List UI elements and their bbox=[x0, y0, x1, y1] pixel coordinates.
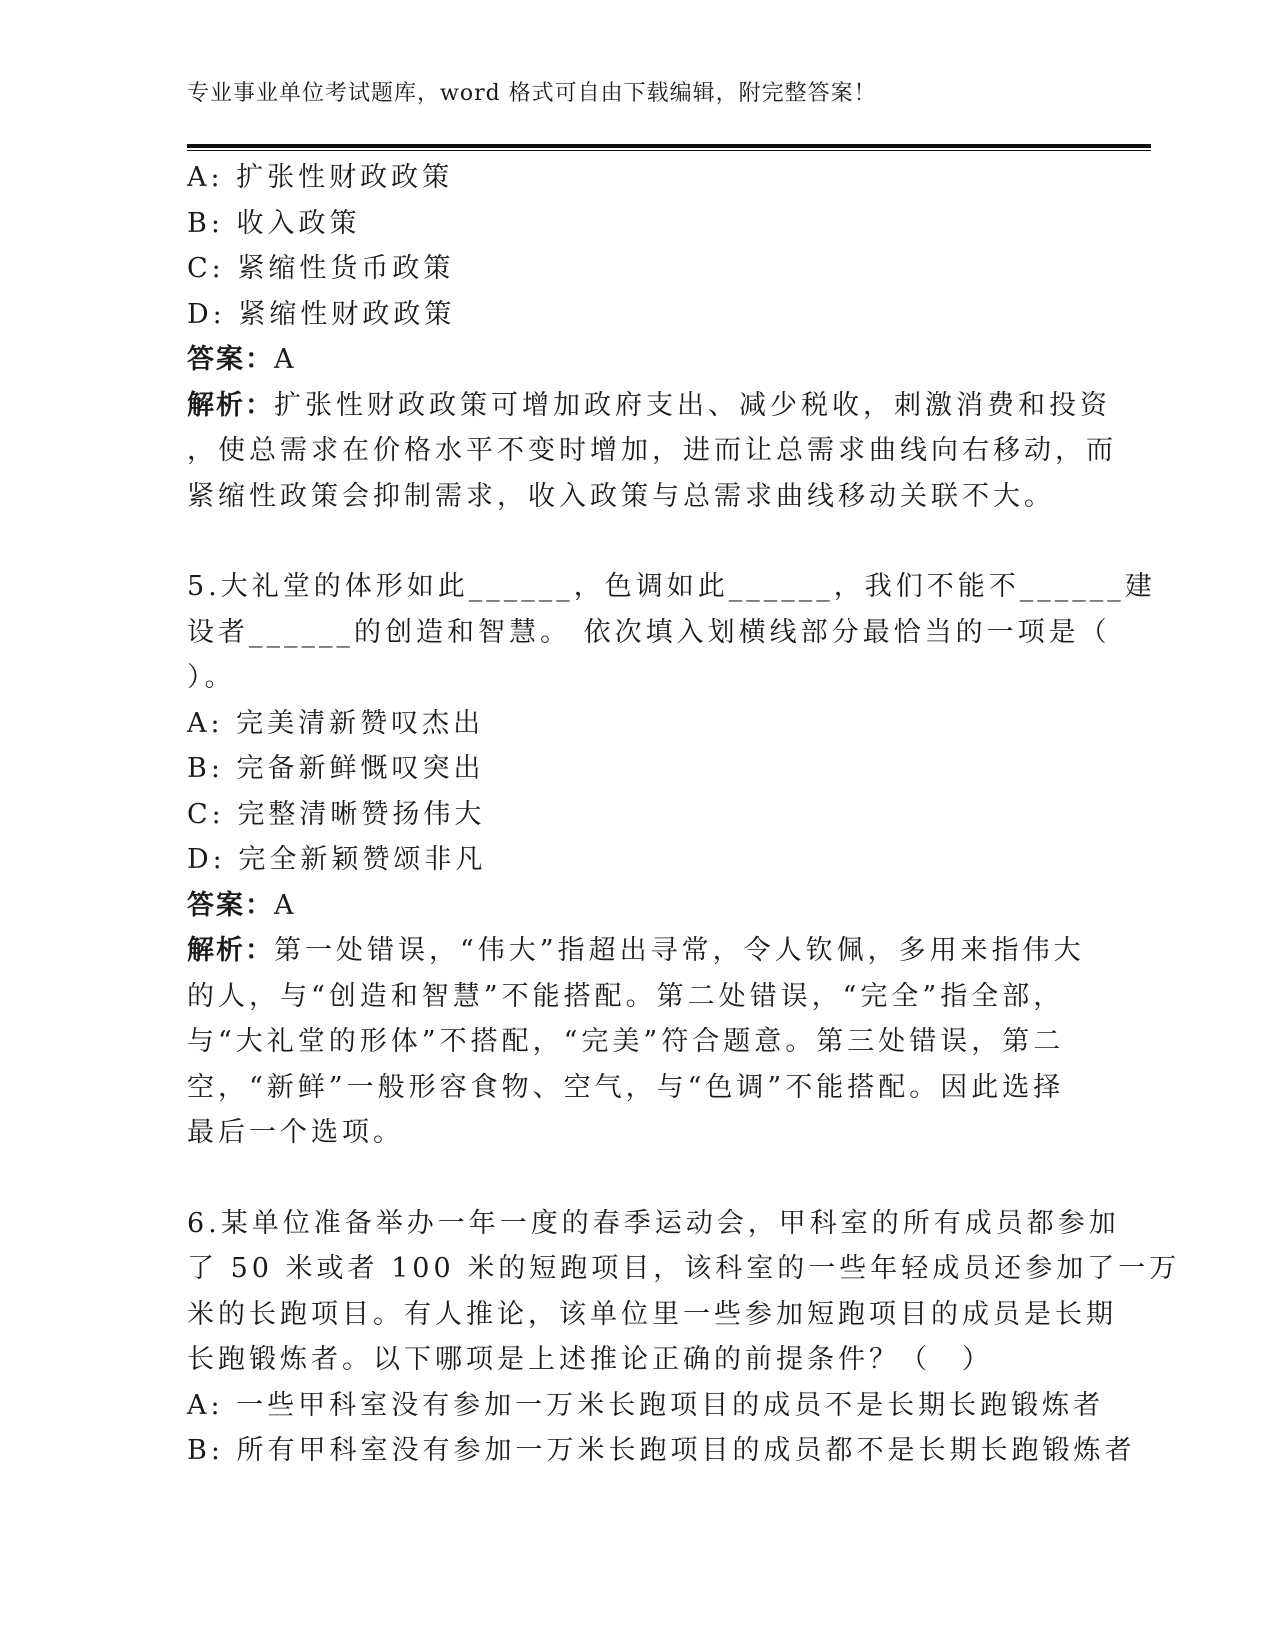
q6-option-a: A: 一些甲科室没有参加一万米长跑项目的成员不是长期长跑锻炼者 bbox=[187, 1389, 1105, 1421]
q5-analysis-line-1 bbox=[187, 928, 1085, 974]
q4-option-c: C: 紧缩性货币政策 bbox=[187, 253, 455, 284]
q5-stem-line-2: 设者______的创造和智慧。 依次填入划横线部分最恰当的一项是（ bbox=[187, 616, 1111, 648]
q4-analysis-line-1 bbox=[187, 383, 1111, 429]
q4-analysis bbox=[187, 383, 1117, 520]
q6-stem-line-1: 6.某单位准备举办一年一度的春季运动会，甲科室的所有成员都参加 bbox=[187, 1207, 1120, 1239]
q4-answer bbox=[187, 337, 1067, 383]
q4-analysis-label: 解析： bbox=[187, 389, 274, 421]
q4-option-b: B: 收入政策 bbox=[187, 207, 361, 239]
q5-options bbox=[187, 701, 1067, 883]
q5-analysis-label: 解析： bbox=[187, 935, 274, 966]
q4-answer-value: A bbox=[274, 344, 298, 375]
q5-stem-line-1: 5.大礼堂的体形如此______，色调如此______，我们不能不______建 bbox=[187, 571, 1156, 602]
q5-analysis-line-3: 与“大礼堂的形体”不搭配，“完美”符合题意。第三处错误，第二 bbox=[187, 1026, 1065, 1057]
q5-answer-value: A bbox=[274, 889, 298, 921]
spacer bbox=[187, 1156, 1067, 1201]
q5-stem-line-3: ）。 bbox=[187, 662, 236, 693]
q5-option-a: A: 完美清新赞叹杰出 bbox=[187, 707, 485, 739]
q5-analysis-line-4: 空，“新鲜”一般形容食物、空气，与“色调”不能搭配。因此选择 bbox=[187, 1071, 1065, 1103]
q4-options bbox=[187, 155, 1067, 337]
q5-answer-label: 答案： bbox=[187, 889, 274, 921]
q4-analysis-text-1: 扩张性财政政策可增加政府支出、减少税收，刺激消费和投资 bbox=[274, 389, 1111, 421]
q4-option-a: A: 扩张性财政政策 bbox=[187, 162, 454, 193]
q5-analysis-text-1: 第一处错误，“伟大”指超出寻常，令人钦佩，多用来指伟大 bbox=[274, 935, 1085, 966]
q6-option-b: B: 所有甲科室没有参加一万米长跑项目的成员都不是长期长跑锻炼者 bbox=[187, 1435, 1136, 1466]
q5-answer bbox=[187, 883, 1067, 929]
q5-analysis-line-2: 的人，与“创造和智慧”不能搭配。第二处错误，“完全”指全部， bbox=[187, 980, 1065, 1012]
page-header: 专业事业单位考试题库，word 格式可自由下载编辑，附完整答案！ bbox=[187, 81, 877, 106]
q4-analysis-line-2: ，使总需求在价格水平不变时增加，进而让总需求曲线向右移动，而 bbox=[187, 435, 1117, 466]
q4-answer-label: 答案： bbox=[187, 344, 274, 375]
header-rule-thick bbox=[187, 144, 1151, 148]
q6-stem bbox=[187, 1201, 1181, 1383]
q4-option-d: D: 紧缩性财政政策 bbox=[187, 298, 456, 330]
q5-stem bbox=[187, 564, 1156, 701]
document-body bbox=[187, 155, 1181, 1474]
q6-stem-line-3: 米的长跑项目。有人推论，该单位里一些参加短跑项目的成员是长期 bbox=[187, 1298, 1117, 1330]
spacer bbox=[187, 519, 1067, 564]
q5-analysis bbox=[187, 928, 1085, 1156]
q6-options bbox=[187, 1383, 1136, 1474]
header-rule-thin bbox=[187, 150, 1151, 151]
q5-option-d: D: 完全新颖赞颂非凡 bbox=[187, 844, 487, 875]
q5-analysis-line-5: 最后一个选项。 bbox=[187, 1117, 404, 1148]
q5-option-c: C: 完整清晰赞扬伟大 bbox=[187, 798, 486, 830]
q6-stem-line-2: 了 50 米或者 100 米的短跑项目，该科室的一些年轻成员还参加了一万 bbox=[187, 1253, 1181, 1284]
q4-analysis-line-3: 紧缩性政策会抑制需求，收入政策与总需求曲线移动关联不大。 bbox=[187, 480, 1055, 512]
q6-stem-line-4: 长跑锻炼者。以下哪项是上述推论正确的前提条件？（ ） bbox=[187, 1344, 993, 1375]
q5-option-b: B: 完备新鲜慨叹突出 bbox=[187, 753, 485, 784]
